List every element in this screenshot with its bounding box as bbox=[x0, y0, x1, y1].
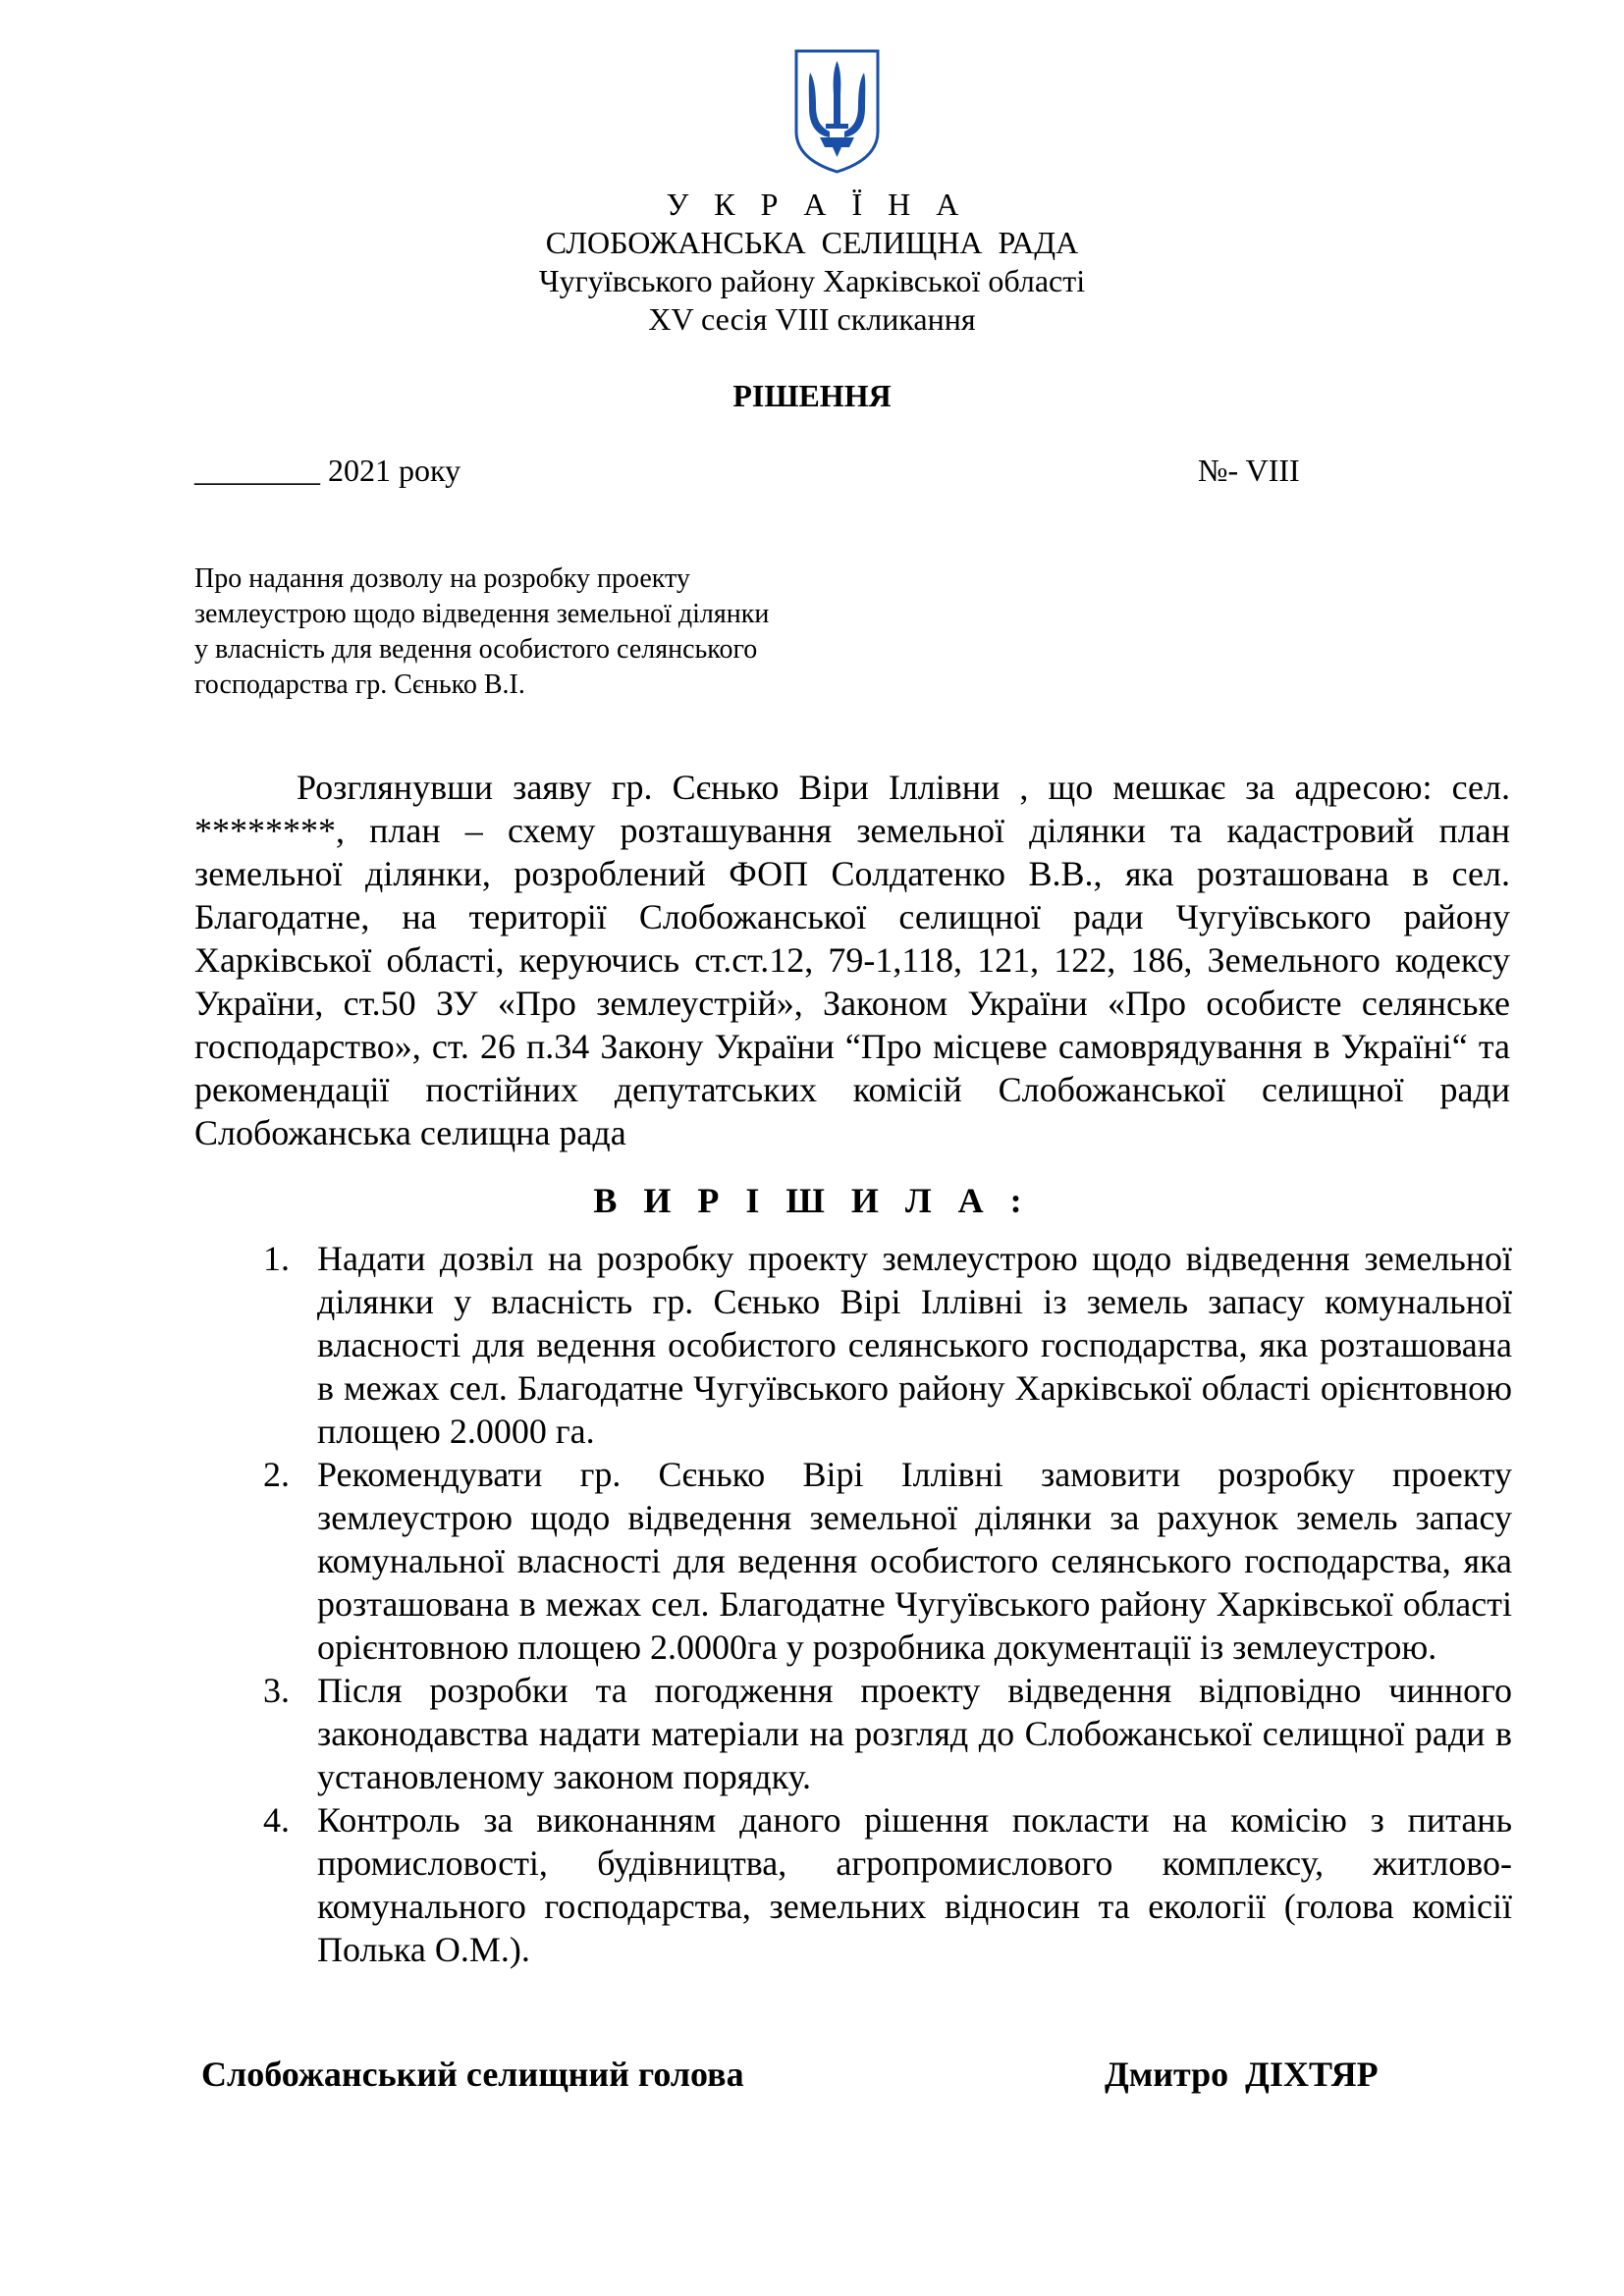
country-name: У К Р А Ї Н А bbox=[666, 187, 968, 222]
signatory-name: Дмитро ДІХТЯР bbox=[1105, 2055, 1379, 2094]
item-text: Контроль за виконанням даного рішення покласти на комісію з питань промисловості, будівництва, агропромислового комплексу, житлово-комунального господарства, земельних відносин та екології (голова комісії Полька О.М.). bbox=[317, 1800, 1512, 1969]
decision-item bbox=[263, 1453, 1512, 1669]
trident-coat-of-arms-icon bbox=[790, 47, 884, 175]
session-info: XV сесія VIII скликання bbox=[648, 301, 976, 337]
item-number: 3. bbox=[263, 1671, 290, 1710]
item-number: 1. bbox=[263, 1239, 290, 1278]
subject-line: Про надання дозволу на розробку проекту bbox=[194, 563, 690, 594]
item-text: Надати дозвіл на розробку проекту землеустрою щодо відведення земельної ділянки у власність гр. Сєнько Вірі Іллівні із земель запасу комунальної власності для ведення особистого селянського господарства, яка розташована в межах сел. Благодатне Чугуївського району Харківської області орієнтовною площею 2.0000 га. bbox=[317, 1239, 1512, 1451]
subject-line: господарства гр. Сєнько В.І. bbox=[194, 669, 525, 700]
council-name: СЛОБОЖАНСЬКА СЕЛИЩНА РАДА bbox=[545, 225, 1079, 260]
decision-date: ________ 2021 року bbox=[194, 453, 461, 488]
district-name: Чугуївського району Харківської області bbox=[538, 263, 1086, 298]
document-title: РІШЕННЯ bbox=[732, 378, 892, 413]
decision-subject bbox=[194, 561, 769, 703]
item-text: Після розробки та погодження проекту відведення відповідно чинного законодавства надати матеріали на розгляд до Слобожанської селищної ради в установленому законом порядку. bbox=[317, 1671, 1512, 1796]
item-number: 4. bbox=[263, 1800, 290, 1840]
decision-item bbox=[263, 1669, 1512, 1798]
decision-item bbox=[263, 1798, 1512, 1971]
decision-number: №- VIII bbox=[1198, 453, 1300, 488]
preamble-paragraph: Розглянувши заяву гр. Сєнько Віри Іллівни , що мешкає за адресою: сел. ********, план – схему розташування земельної ділянки та кадастровий план земельної ділянки, розроблений ФОП Солдатенко В.В., яка розташована в сел. Благодатне, на території Слобожанської селищної ради Чугуївського району Харківської області, керуючись ст.ст.12, 79-1,118, 121, 122, 186, Земельного кодексу України, ст.50 ЗУ «Про землеустрій», Законом України «Про особисте селянське господарство», ст. 26 п.34 Закону України “Про місцеве самоврядування в Україні“ та рекомендації постійних депутатських комісій Слобожанської селищної ради Слобожанська селищна рада bbox=[194, 768, 1510, 1152]
decision-item bbox=[263, 1237, 1512, 1453]
signatory-title: Слобожанський селищний голова bbox=[201, 2055, 744, 2094]
subject-line: землеустрою щодо відведення земельної ділянки bbox=[194, 599, 770, 629]
decided-heading: В И Р І Ш И Л А : bbox=[593, 1181, 1031, 1220]
decision-items-list bbox=[263, 1237, 1512, 1971]
item-text: Рекомендувати гр. Сєнько Вірі Іллівні замовити розробку проекту землеустрою щодо відведення земельної ділянки за рахунок земель запасу комунальної власності для ведення особистого селянського господарства, яка розташована в межах сел. Благодатне Чугуївського району Харківської області орієнтовною площею 2.0000га у розробника документації із землеустрою. bbox=[317, 1455, 1512, 1667]
item-number: 2. bbox=[263, 1455, 290, 1494]
subject-line: у власність для ведення особистого селянського bbox=[194, 634, 758, 665]
